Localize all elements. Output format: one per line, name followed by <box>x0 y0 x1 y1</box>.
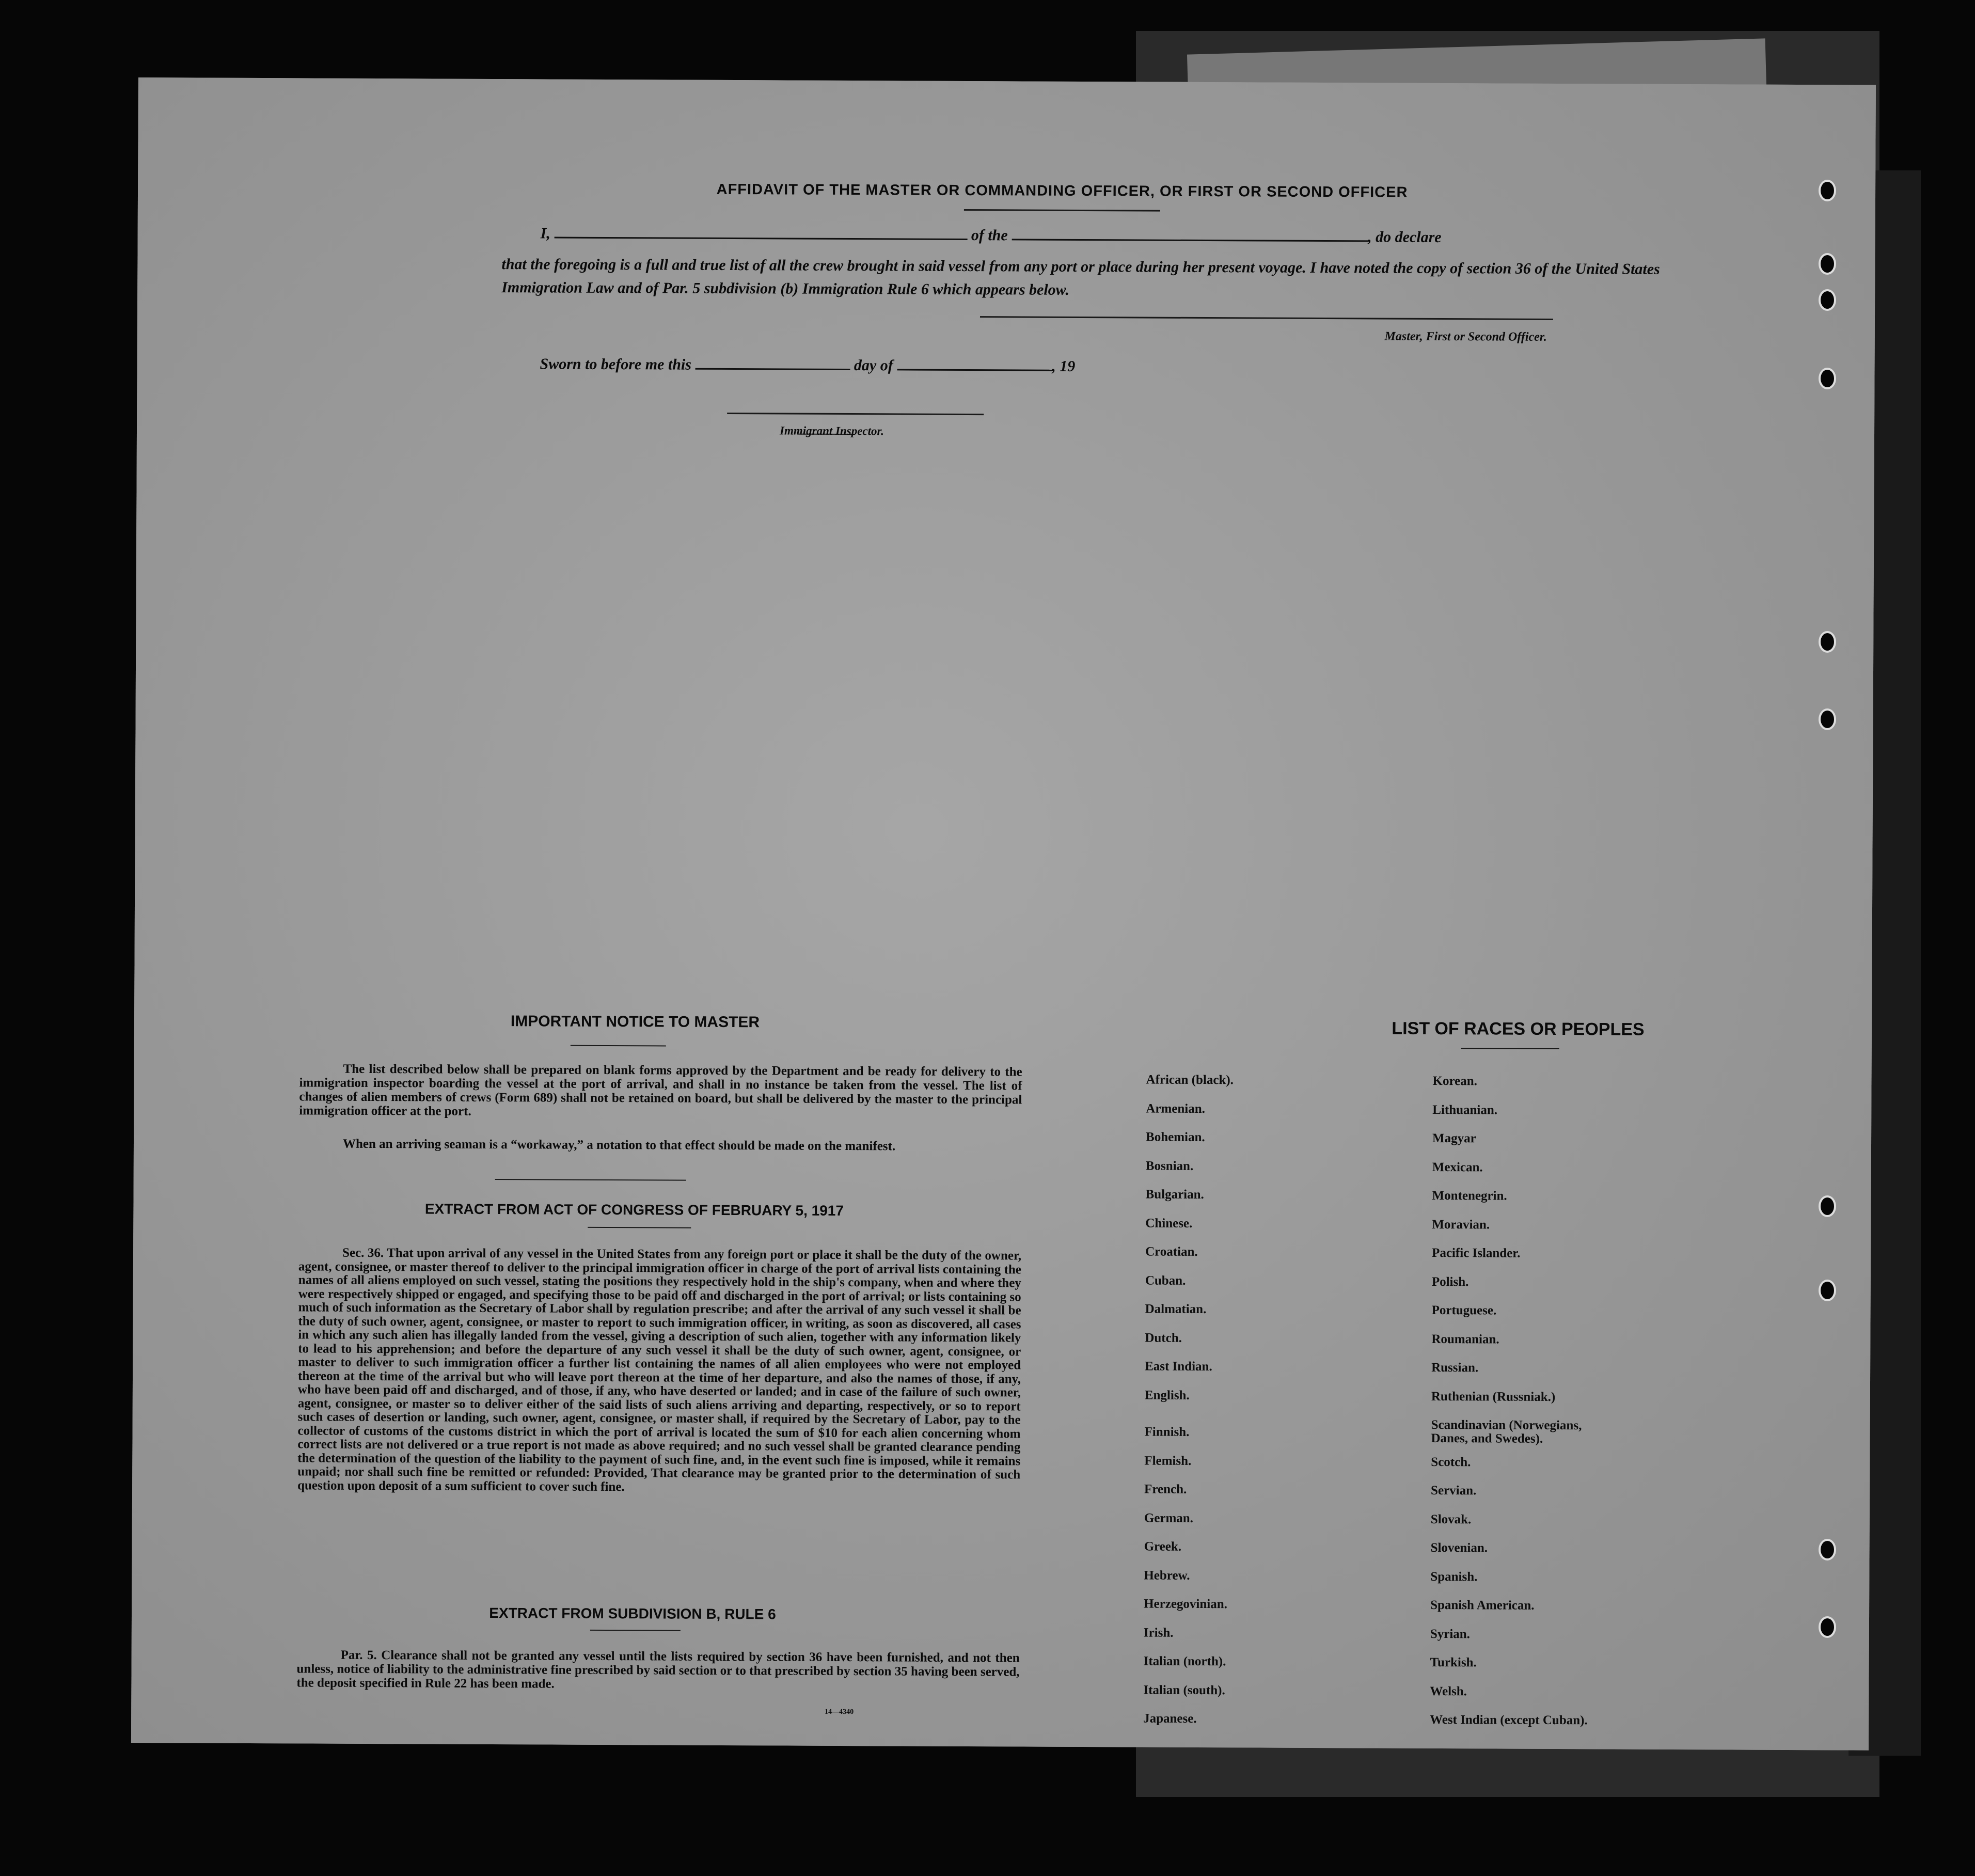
race-item: Bulgarian. <box>1145 1187 1204 1202</box>
race-item: Welsh. <box>1430 1684 1467 1698</box>
of-the-label: of the <box>971 227 1008 244</box>
i-label: I, <box>540 225 550 242</box>
punch-hole <box>1819 368 1836 389</box>
race-item: Dalmatian. <box>1145 1302 1207 1317</box>
sworn-day-blank[interactable] <box>695 368 850 370</box>
do-declare-label: , do declare <box>1368 228 1442 246</box>
document-page <box>131 77 1876 1751</box>
signature-line[interactable] <box>980 316 1553 320</box>
race-item: Mexican. <box>1432 1160 1483 1174</box>
punch-hole <box>1819 1280 1836 1301</box>
section-divider <box>495 1179 686 1181</box>
race-item: Italian (north). <box>1143 1654 1226 1669</box>
race-item: Pacific Islander. <box>1432 1246 1521 1260</box>
race-item: Japanese. <box>1143 1711 1197 1726</box>
race-item: French. <box>1144 1482 1187 1496</box>
inspector-label: Immigrant Inspector. <box>779 424 884 438</box>
notice-paragraph-1: The list described below shall be prepared on blank forms approved by the Department and be ready for delivery to the immigration inspector boarding the vessel at the port of arrival, and shall in no instance be taken from the vessel. The list of changes of alien members of crews (Form 689) shall not be retained on board, but shall be delivered by the master to the principal immigration officer at the port. <box>299 1062 1022 1118</box>
race-item: Chinese. <box>1145 1216 1193 1231</box>
punch-hole <box>1819 1539 1836 1560</box>
race-item: Bohemian. <box>1146 1130 1205 1145</box>
races-divider <box>1461 1048 1559 1049</box>
race-item: Roumanian. <box>1431 1332 1499 1347</box>
race-item: Polish. <box>1431 1274 1469 1289</box>
race-item: Spanish. <box>1430 1569 1478 1584</box>
race-item: Finnish. <box>1144 1425 1190 1439</box>
race-item: African (black). <box>1146 1073 1234 1087</box>
affidavit-declaration-line <box>541 225 1666 247</box>
punch-hole <box>1819 1195 1836 1217</box>
race-item: Flemish. <box>1144 1454 1192 1468</box>
notice-divider <box>571 1045 666 1047</box>
rule-extract-heading: EXTRACT FROM SUBDIVISION B, RULE 6 <box>489 1604 776 1622</box>
race-item: Slovenian. <box>1430 1540 1488 1555</box>
race-item: Moravian. <box>1432 1217 1490 1232</box>
year-label: , 19 <box>1052 357 1076 375</box>
vessel-blank[interactable] <box>1012 239 1368 242</box>
race-item: Hebrew. <box>1144 1568 1190 1583</box>
race-item: Montenegrin. <box>1432 1188 1507 1203</box>
race-item: Spanish American. <box>1430 1598 1535 1613</box>
punch-hole <box>1819 289 1836 311</box>
race-item: East Indian. <box>1145 1359 1212 1374</box>
act-extract-heading: EXTRACT FROM ACT OF CONGRESS OF FEBRUARY 5, 1917 <box>424 1201 844 1219</box>
race-item: Syrian. <box>1430 1627 1471 1641</box>
signature-label: Master, First or Second Officer. <box>1384 329 1547 344</box>
par-5-text: Par. 5. Clearance shall not be granted any vessel until the lists required by section 36 have been furnished, and not then unless, notice of liability to the administrative fine prescribed by said section or to that prescribed by section 35 having been served, the deposit specified in Rule 22 has been made. <box>296 1648 1020 1691</box>
race-item: Ruthenian (Russniak.) <box>1431 1389 1556 1404</box>
title-underline <box>964 209 1160 212</box>
race-item: Scandinavian (Norwegians, Danes, and Swedes). <box>1431 1417 1582 1446</box>
punch-hole <box>1819 708 1836 730</box>
race-item: Russian. <box>1431 1360 1479 1375</box>
race-item: Dutch. <box>1145 1331 1182 1345</box>
race-item: Cuban. <box>1145 1273 1186 1288</box>
race-item: Irish. <box>1143 1626 1174 1640</box>
race-item: Magyar <box>1432 1131 1476 1146</box>
act-extract-divider <box>588 1227 691 1228</box>
sworn-label: Sworn to before me this <box>540 355 692 373</box>
race-item: English. <box>1144 1388 1190 1402</box>
punch-hole <box>1819 180 1836 201</box>
punch-hole <box>1819 253 1836 275</box>
race-item: Herzegovinian. <box>1144 1597 1227 1612</box>
affidavit-statement: that the foregoing is a full and true list of all the crew brought in said vessel from any port or place during her present voyage. I have noted the copy of section 36 of the United States Immigration Law and of Par. 5 subdivision (b) Immigration Rule 6 which appears below. <box>501 256 1660 298</box>
race-item: Armenian. <box>1146 1101 1205 1116</box>
sworn-line <box>540 355 1263 376</box>
notice-heading: IMPORTANT NOTICE TO MASTER <box>510 1013 760 1031</box>
race-item: Slovak. <box>1430 1512 1472 1526</box>
name-blank[interactable] <box>554 237 967 240</box>
rule-extract-divider <box>590 1630 681 1631</box>
race-item: German. <box>1144 1511 1194 1525</box>
race-item: Italian (south). <box>1143 1683 1225 1697</box>
notice-paragraph-2: When an arriving seaman is a “workaway,” a notation to that effect should be made on the manifest. <box>342 1137 896 1154</box>
race-item: Greek. <box>1144 1539 1182 1554</box>
race-item: Croatian. <box>1145 1244 1198 1259</box>
race-item: Servian. <box>1431 1483 1477 1498</box>
race-item: Lithuanian. <box>1432 1102 1498 1117</box>
form-number: 14—4340 <box>825 1708 854 1716</box>
race-item: West Indian (except Cuban). <box>1430 1712 1588 1728</box>
sworn-month-blank[interactable] <box>897 369 1052 371</box>
race-item: Portuguese. <box>1431 1303 1497 1318</box>
race-item: Bosnian. <box>1145 1159 1194 1173</box>
punch-hole <box>1819 1616 1836 1638</box>
section-36-text: Sec. 36. That upon arrival of any vessel in the United States from any foreign port or place it shall be the duty of the owner, agent, consignee, or master thereof to deliver to the principal immigration officer in charge of the port of arrival lists containing the names of all aliens employed on such vessel, stating the positions they respectively hold in the ship's company, when and where they were respectively shipped or engaged, and specifying those to be paid off and discharged in the port of arrival; or lists containing so much of such information as the Secretary of Labor shall by regulation prescribe; and after the arrival of any such vessel it shall be the duty of such owner, agent, consignee, or master to report to such immigration officer, in writing, as soon as discovered, all cases in which any such alien has illegally landed from the vessel, giving a description of such alien, together with any information likely to lead to his apprehension; and before the departure of any such vessel it shall be the duty of such owner, agent, consignee, or master to deliver to such immigration officer a further list containing the names of all alien employees who were not employed thereon at the time of the arrival but who will leave port thereon at the time of her departure, and also the names of those, if any, who have been paid off and discharged, and of those, if any, who have deserted or landed; and in case of the failure of such owner, agent, consignee, or master so to deliver either of the said lists of such aliens arriving and departing, respectively, or so to report such cases of desertion or landing, such owner, agent, consignee, or master shall, if required by the Secretary of Labor, pay to the collector of customs of the customs district in which the port of arrival is located the sum of $10 for each alien concerning whom correct lists are not delivered or a true report is not made as above required; and no such vessel shall be granted clearance pending the determination of the question of the liability to the payment of such fine, and, in the event such fine is imposed, while it remains unpaid; nor shall such fine be remitted or refunded: Provided, That clearance may be granted prior to the determination of such question upon deposit of a sum sufficient to cover such fine. <box>297 1246 1022 1494</box>
race-item: Korean. <box>1432 1074 1477 1089</box>
race-item: Scotch. <box>1431 1455 1471 1469</box>
inspector-signature-line[interactable] <box>727 413 984 415</box>
punch-hole <box>1819 631 1836 653</box>
races-heading: LIST OF RACES OR PEOPLES <box>1392 1018 1645 1039</box>
day-of-label: day of <box>854 357 893 374</box>
race-item: Turkish. <box>1430 1655 1477 1670</box>
affidavit-title: AFFIDAVIT OF THE MASTER OR COMMANDING OFFICER, OR FIRST OR SECOND OFFICER <box>716 181 1408 201</box>
